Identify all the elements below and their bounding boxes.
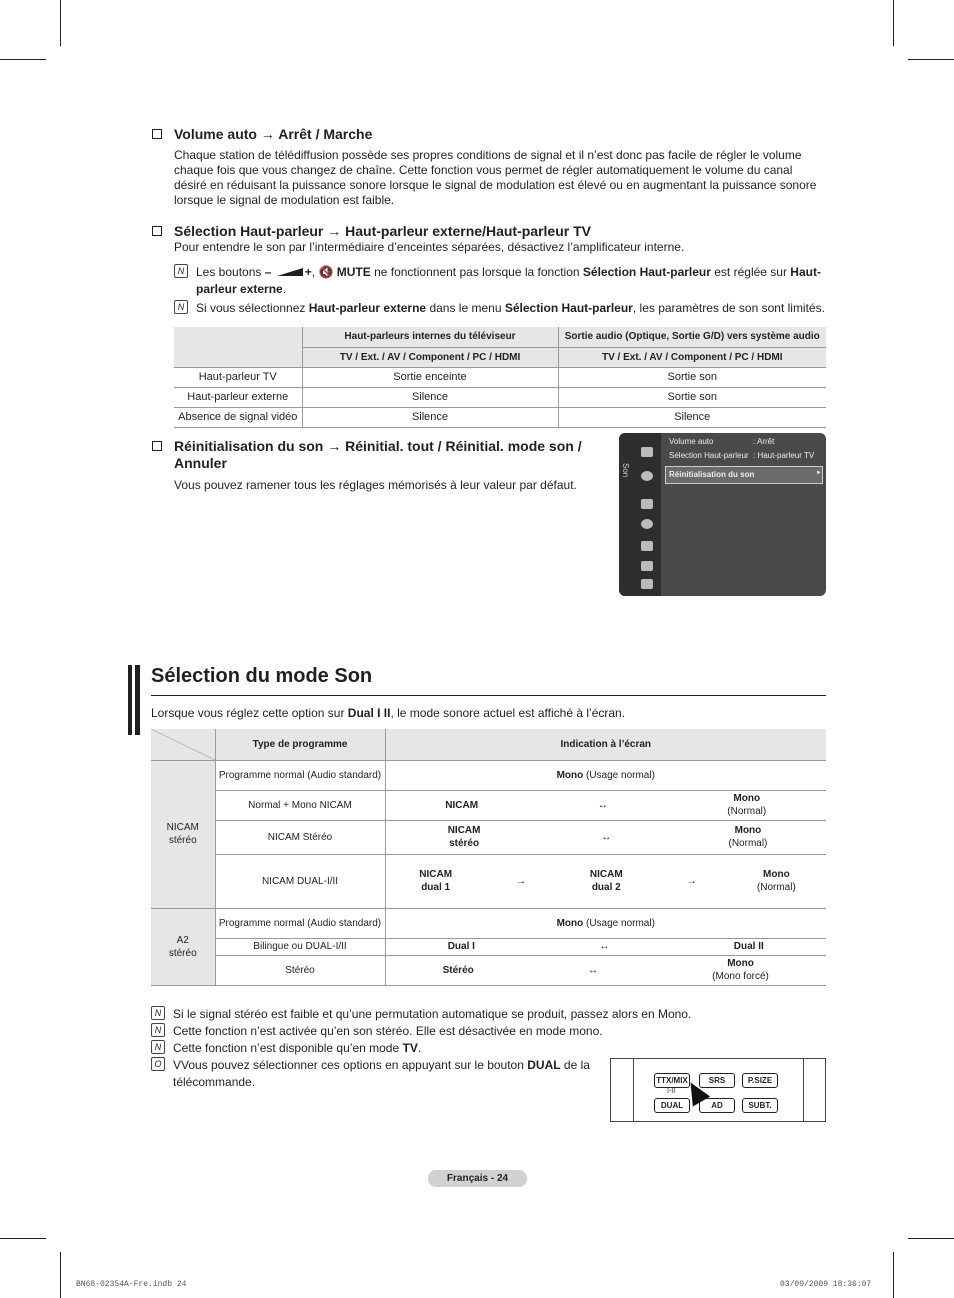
bidirectional-arrow-icon: ↔	[597, 799, 608, 811]
crop-mark	[0, 59, 46, 60]
table-row: Haut-parleur externe Silence Sortie son	[174, 387, 826, 407]
right-arrow-icon: →	[515, 875, 526, 887]
checkbox-icon	[152, 226, 162, 236]
remote-illustration	[610, 1058, 826, 1122]
section-body: Vous pouvez ramener tous les réglages mémorisés à leur valeur par défaut.	[174, 478, 577, 492]
menu-side-label: Son	[621, 463, 630, 478]
sound-icon	[641, 471, 653, 481]
srs-button[interactable]: SRS	[699, 1073, 735, 1088]
page-number: Français - 24	[428, 1170, 527, 1187]
note: N Cette fonction n’est activée qu’en son stéréo. Elle est désactivée en mode mono.	[151, 1023, 826, 1040]
table-row: Stéréo Stéréo ↔ Mono (Mono forcé)	[151, 955, 826, 985]
crop-mark	[60, 1252, 61, 1298]
mute-icon: 🔇	[318, 265, 334, 279]
menu-item-value: : Haut-parleur TV	[753, 451, 815, 460]
remote-note-icon: O	[151, 1057, 165, 1071]
note-icon: N	[151, 1006, 165, 1020]
table-row: Normal + Mono NICAM NICAM ↔ Mono (Normal)	[151, 790, 826, 820]
note: N Cette fonction n’est disponible qu’en mode TV.	[151, 1040, 826, 1057]
menu-item-value: : Arrêt	[753, 437, 775, 446]
subt-button[interactable]: SUBT.	[742, 1098, 778, 1113]
crop-mark	[60, 0, 61, 46]
section-heading-volume-auto: Volume auto → Arrêt / Marche	[152, 126, 372, 143]
crop-mark	[908, 59, 954, 60]
ad-button[interactable]: AD	[699, 1098, 735, 1113]
note-icon: N	[174, 300, 188, 314]
right-arrow-icon: →	[686, 875, 697, 887]
channel-icon	[641, 499, 653, 509]
note-icon: N	[151, 1023, 165, 1037]
bidirectional-arrow-icon: ↔	[599, 941, 610, 952]
mode-intro: Lorsque vous réglez cette option sur Dual I II, le mode sonore actuel est affiché à l’écran.	[151, 706, 626, 720]
section-body: Pour entendre le son par l’intermédiaire d’enceintes séparées, désactivez l’amplificateur interne.	[174, 240, 685, 254]
crop-mark	[893, 0, 894, 46]
note: O VVous pouvez sélectionner ces options en appuyant sur le bouton DUAL de la télécommande.	[151, 1057, 591, 1091]
crop-mark	[0, 1238, 46, 1239]
menu-item-arrow-icon: ►	[816, 470, 822, 476]
table-row: Absence de signal vidéo Silence Silence	[174, 407, 826, 427]
section-heading-speaker-select: Sélection Haut-parleur → Haut-parleur externe/Haut-parleur TV	[152, 223, 591, 240]
imprint-right: 03/09/2009 18:36:07	[780, 1280, 872, 1289]
support-icon	[641, 579, 653, 589]
crop-mark	[908, 1238, 954, 1239]
table-row: NICAM stéréo Programme normal (Audio standard) Mono (Usage normal)	[151, 760, 826, 790]
note: N Les boutons – +, 🔇 MUTE ne fonctionnent pas lorsque la fonction Sélection Haut-parleur est réglée sur Haut-parleur externe.	[174, 264, 826, 298]
bidirectional-arrow-icon: ↔	[601, 831, 612, 843]
table-row: NICAM DUAL-I/II NICAM dual 1 → NICAM dual 2 → Mono (Normal)	[151, 854, 826, 908]
note: N Si vous sélectionnez Haut-parleur externe dans le menu Sélection Haut-parleur, les paramètres de son sont limités.	[174, 300, 826, 317]
ttx-mix-button[interactable]: TTX/MIX	[654, 1073, 690, 1088]
crop-mark	[893, 1252, 894, 1298]
input-icon	[641, 541, 653, 551]
picture-icon	[641, 447, 653, 457]
menu-item-sound-reset[interactable]: Réinitialisation du son	[669, 470, 755, 479]
section-heading-sound-reset: Réinitialisation du son → Réinitial. tout / Réinitial. mode son / Annuler	[152, 438, 592, 472]
page-title: Sélection du mode Son	[151, 665, 373, 687]
note-icon: N	[151, 1040, 165, 1054]
table-row: NICAM Stéréo NICAM stéréo ↔ Mono (Normal)	[151, 820, 826, 854]
speaker-table: Haut-parleurs internes du téléviseur Sortie audio (Optique, Sortie G/D) vers système audio TV / Ext. / AV / Component / PC / HDMI TV / Ext. / AV / Component / PC / HDMI Haut-parleur TV Sortie enceinte Sortie son Haut-parleur externe Silence Sortie son Absence de signal vidéo Silence Silence	[174, 327, 826, 428]
psize-button[interactable]: P.SIZE	[742, 1073, 778, 1088]
bidirectional-arrow-icon: ↔	[587, 964, 598, 976]
title-divider	[151, 695, 826, 696]
imprint-left: BN68-02354A-Fre.indb 24	[76, 1280, 187, 1289]
note: N Si le signal stéréo est faible et qu’une permutation automatique se produit, passez alors en Mono.	[151, 1006, 826, 1023]
note-icon: N	[174, 264, 188, 278]
menu-item-volume-auto[interactable]: Volume auto	[669, 437, 714, 446]
table-row: Haut-parleur TV Sortie enceinte Sortie son	[174, 367, 826, 387]
volume-ramp-icon	[277, 268, 303, 276]
table-row: A2 stéréo Programme normal (Audio standard) Mono (Usage normal)	[151, 908, 826, 938]
menu-item-speaker-select[interactable]: Sélection Haut-parleur	[669, 451, 749, 460]
dual-label: I-II	[667, 1088, 676, 1095]
tv-sound-menu	[619, 433, 826, 596]
dual-button[interactable]: DUAL	[654, 1098, 690, 1113]
sound-mode-table: Type de programme Indication à l’écran NICAM stéréo Programme normal (Audio standard) Mono (Usage normal) Normal + Mono NICAM NICAM ↔ Mono (Normal) NICAM Stéréo NICAM stéréo ↔ Mono (Normal) NICAM DUAL-I/II NICAM dual 1 → NICAM dual 2 → Mono (Normal) A2 stéréo Programme normal (Audio standard) Mono (Usage normal) Bilingue ou DUAL-I/II Dual I ↔ Dual II Stéréo Stéréo ↔ Mono (Mono forcé)	[151, 729, 826, 986]
table-row: Bilingue ou DUAL-I/II Dual I ↔ Dual II	[151, 938, 826, 955]
checkbox-icon	[152, 441, 162, 451]
menu-sidebar	[619, 433, 661, 596]
checkbox-icon	[152, 129, 162, 139]
section-body: Chaque station de télédiffusion possède ses propres conditions de signal et il n’est donc pas facile de régler le volume chaque fois que vous changez de chaîne. Cette fonction vous permet de régler automatiquement le volume du canal désiré en réduisant la puissance sonore lorsque le signal de modulation est élevé ou en augmentant la puissance sonore lorsque le signal de modulation est faible.	[174, 148, 817, 207]
setup-icon	[641, 519, 653, 529]
application-icon	[641, 561, 653, 571]
